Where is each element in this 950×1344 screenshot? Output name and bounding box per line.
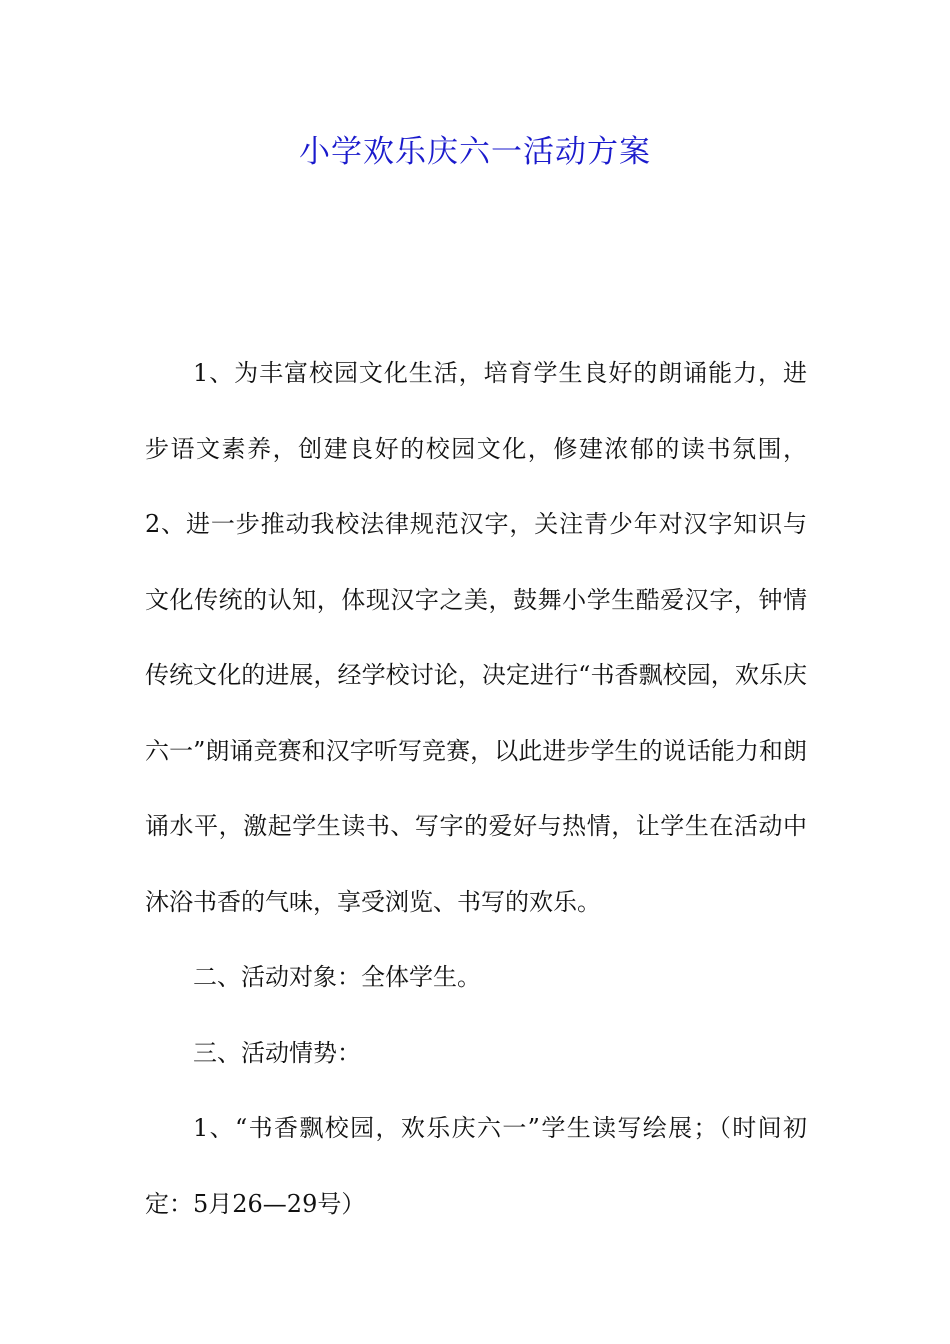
document-body — [145, 336, 807, 1242]
paragraph-activity-form: 三、活动情势： — [193, 1038, 361, 1067]
paragraph-activity-target: 二、活动对象：全体学生。 — [193, 963, 481, 991]
document-title: 小学欢乐庆六一活动方案 — [299, 134, 651, 170]
paragraph-purpose: 1、为丰富校园文化生活，培育学生良好的朗诵能力，进步语文素养，创建良好的校园文化，修建浓郁的读书氛围，2、进一步推动我校法律规范汉字，关注青少年对汉字知识与文化传统的认知，体现汉字之美，鼓舞小学生酷爱汉字，钟情传统文化的进展，经学校讨论，决定进行“书香飘校园，欢乐庆六一”朗诵竞赛和汉字听写竞赛，以此进步学生的说话能力和朗诵水平，激起学生读书、写字的爱好与热情，让学生在活动中沐浴书香的气味，享受浏览、书写的欢乐。 — [145, 359, 807, 916]
paragraph-reading-exhibition: 1、“书香飘校园，欢乐庆六一”学生读写绘展；（时间初定：5月26—29号） — [145, 1114, 807, 1218]
